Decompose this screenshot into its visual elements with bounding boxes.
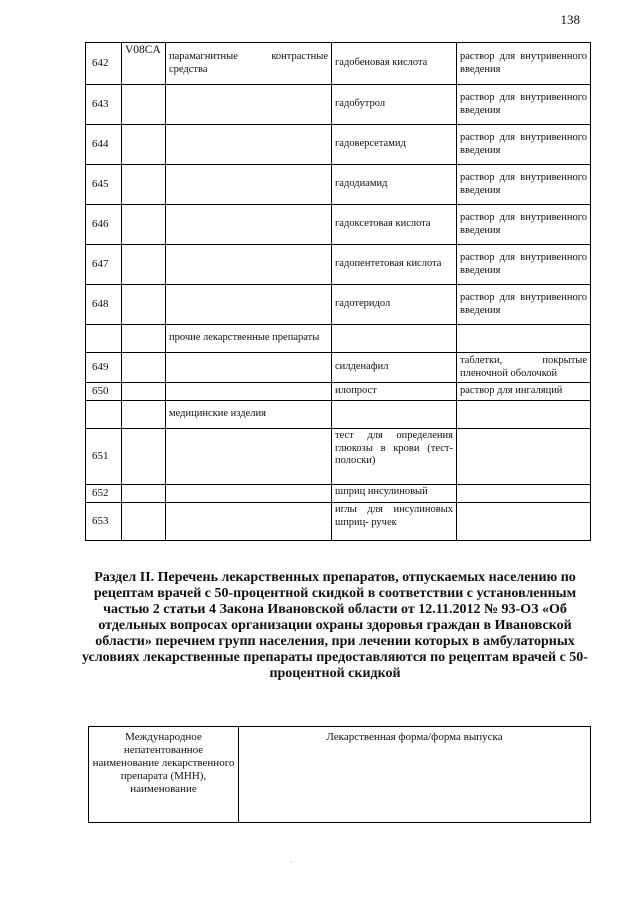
- table-row: [86, 503, 591, 541]
- form-column-header: Лекарственная форма/форма выпуска: [239, 727, 591, 823]
- row-number: 648: [86, 285, 122, 325]
- page-number: 138: [560, 12, 580, 27]
- dosage-form: раствор для внутривенного введения: [457, 285, 591, 325]
- table-row: [86, 165, 591, 205]
- row-number: 644: [86, 125, 122, 165]
- dosage-form: раствор для внутривенного введения: [457, 165, 591, 205]
- table-row: [86, 85, 591, 125]
- row-number: 642: [86, 43, 122, 85]
- row-number: 652: [86, 485, 122, 503]
- atc-code: [122, 125, 166, 165]
- atc-code: [122, 325, 166, 353]
- dosage-form: раствор для внутривенного введения: [457, 43, 591, 85]
- pharmacological-group: [166, 245, 332, 285]
- atc-code: [122, 285, 166, 325]
- drug-name: илопрост: [332, 383, 457, 401]
- pharmacological-group: парамагнитные контрастные средства: [166, 43, 332, 85]
- drug-name: гадобеновая кислота: [332, 43, 457, 85]
- pharmacological-group: [166, 503, 332, 541]
- pharmacological-group: [166, 485, 332, 503]
- row-number: 650: [86, 383, 122, 401]
- atc-code: [122, 485, 166, 503]
- drug-name: [332, 401, 457, 429]
- pharmacological-group: [166, 383, 332, 401]
- pharmacological-group: прочие лекарственные препараты: [166, 325, 332, 353]
- dosage-form: [457, 401, 591, 429]
- atc-code: [122, 383, 166, 401]
- row-number: 647: [86, 245, 122, 285]
- row-number: 649: [86, 353, 122, 383]
- pharmacological-group: [166, 353, 332, 383]
- drug-name: гадодиамид: [332, 165, 457, 205]
- drug-name: гадоверсетамид: [332, 125, 457, 165]
- dosage-form: раствор для внутривенного введения: [457, 85, 591, 125]
- drug-name: [332, 325, 457, 353]
- table-row: [86, 43, 591, 85]
- pharmacological-group: [166, 429, 332, 485]
- dosage-form: [457, 503, 591, 541]
- row-number: [86, 401, 122, 429]
- dosage-form: раствор для ингаляций: [457, 383, 591, 401]
- table-row: [86, 205, 591, 245]
- pharmacological-group: [166, 285, 332, 325]
- mnn-column-header: Международное непатентованное наименование лекарственного препарата (МНН), наименование: [89, 727, 239, 823]
- table-row: [86, 245, 591, 285]
- table-row: [86, 485, 591, 503]
- atc-code: [122, 429, 166, 485]
- pharmacological-group: [166, 205, 332, 245]
- scan-mark: ·: [290, 858, 293, 867]
- pharmacological-group: [166, 165, 332, 205]
- pharmacological-group: медицинские изделия: [166, 401, 332, 429]
- bottom-table: [88, 726, 591, 823]
- drug-name: гадоксетовая кислота: [332, 205, 457, 245]
- drug-name: иглы для инсулиновых шприц- ручек: [332, 503, 457, 541]
- drug-name: тест для определения глюкозы в крови (тест-полоски): [332, 429, 457, 485]
- dosage-form: [457, 429, 591, 485]
- table-row: [86, 383, 591, 401]
- table-row: [86, 429, 591, 485]
- row-number: 645: [86, 165, 122, 205]
- table-row: [86, 125, 591, 165]
- pharmacological-group: [166, 125, 332, 165]
- drug-name: гадопентетовая кислота: [332, 245, 457, 285]
- drug-table: [85, 42, 591, 541]
- row-number: 643: [86, 85, 122, 125]
- atc-code: [122, 85, 166, 125]
- drug-name: гадобутрол: [332, 85, 457, 125]
- bottom-table-header-row: [89, 727, 591, 823]
- atc-code: [122, 205, 166, 245]
- atc-code: [122, 401, 166, 429]
- atc-code: [122, 245, 166, 285]
- atc-code: V08CA: [122, 43, 166, 85]
- row-number: 651: [86, 429, 122, 485]
- atc-code: [122, 165, 166, 205]
- drug-name: гадотеридол: [332, 285, 457, 325]
- atc-code: [122, 503, 166, 541]
- dosage-form: раствор для внутривенного введения: [457, 125, 591, 165]
- drug-name: силденафил: [332, 353, 457, 383]
- group-row: [86, 401, 591, 429]
- dosage-form: таблетки, покрытые пленочной оболочкой: [457, 353, 591, 383]
- group-row: [86, 325, 591, 353]
- drug-name: шприц инсулиновый: [332, 485, 457, 503]
- dosage-form: раствор для внутривенного введения: [457, 245, 591, 285]
- dosage-form: [457, 485, 591, 503]
- dosage-form: раствор для внутривенного введения: [457, 205, 591, 245]
- table-row: [86, 285, 591, 325]
- table-row: [86, 353, 591, 383]
- dosage-form: [457, 325, 591, 353]
- pharmacological-group: [166, 85, 332, 125]
- atc-code: [122, 353, 166, 383]
- row-number: 653: [86, 503, 122, 541]
- row-number: 646: [86, 205, 122, 245]
- section-heading: Раздел II. Перечень лекарственных препаратов, отпускаемых населению по рецептам врачей с 50-процентной скидкой в соответствии с установленным частью 2 статьи 4 Закона Ивановской области от 12.11.2012 № 93-ОЗ «Об отдельных вопросах организации охраны здоровья граждан в Ивановской области» перечнем групп населения, при лечении которых в амбулаторных условиях лекарственные препараты предоставляются по рецептам врачей с 50-процентной скидкой: [82, 570, 588, 681]
- row-number: [86, 325, 122, 353]
